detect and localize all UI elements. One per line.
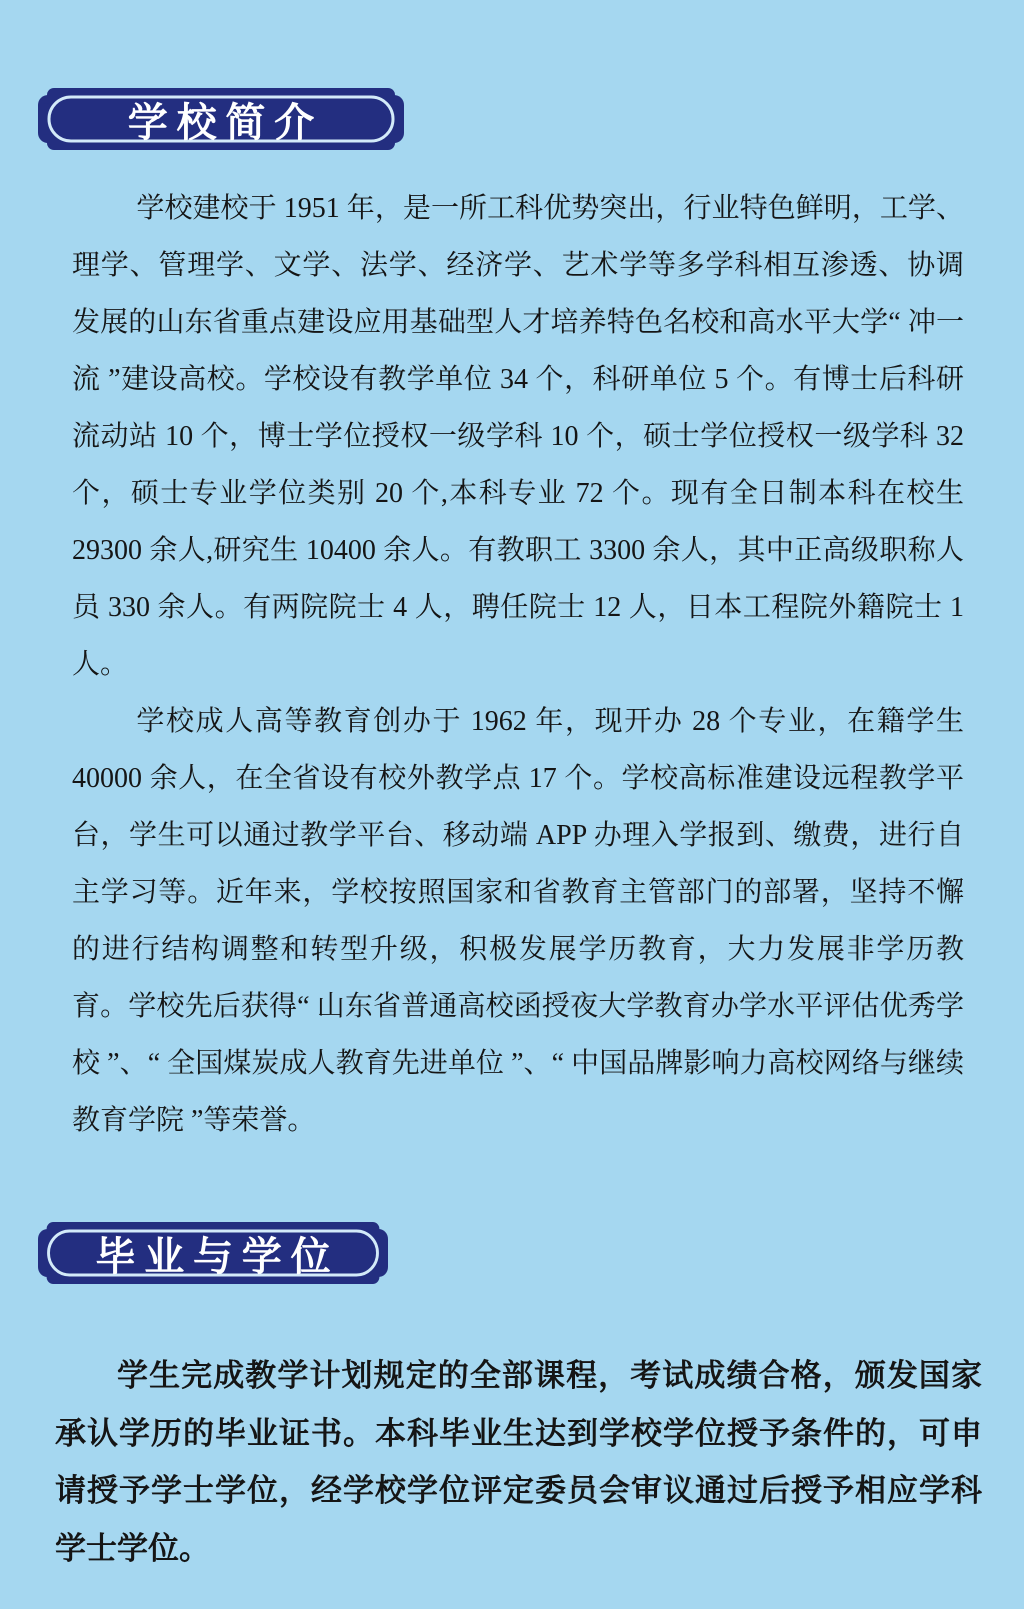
section-title-school-intro: 学校简介 <box>127 100 323 145</box>
school-intro-paragraph-1: 学校建校于 1951 年，是一所工科优势突出，行业特色鲜明，工学、理学、管理学、文学、法学、经济学、艺术学等多学科相互渗透、协调发展的山东省重点建设应用基础型人才培养特色名校和高水平大学“ 冲一流 ”建设高校。学校设有教学单位 34 个，科研单位 5 个。有博士后科研流动站 10 个，博士学位授权一级学科 10 个，硕士学位授权一级学科 32 个，硕士专业学位类别 20 个,本科专业 72 个。现有全日制本科在校生 29300 余人,研究生 10400 余人。有教职工 3300 余人，其中正高级职称人员 330 余人。有两院院士 4 人，聘任院士 12 人，日本工程院外籍院士 1 人。 <box>72 193 964 680</box>
section-header-graduation-degree <box>38 1222 388 1284</box>
section-header-school-intro <box>38 88 404 150</box>
school-intro-body <box>72 180 964 1149</box>
graduation-degree-body <box>55 1347 982 1577</box>
graduation-degree-paragraph: 学生完成教学计划规定的全部课程，考试成绩合格，颁发国家承认学历的毕业证书。本科毕业生达到学校学位授予条件的，可申请授予学士学位，经学校学位评定委员会审议通过后授予相应学科学士学位。 <box>55 1358 982 1566</box>
school-intro-paragraph-2: 学校成人高等教育创办于 1962 年，现开办 28 个专业，在籍学生 40000 余人，在全省设有校外教学点 17 个。学校高标准建设远程教学平台，学生可以通过教学平台、移动端 APP 办理入学报到、缴费，进行自主学习等。近年来，学校按照国家和省教育主管部门的部署，坚持不懈的进行结构调整和转型升级，积极发展学历教育，大力发展非学历教育。学校先后获得“ 山东省普通高校函授夜大学教育办学水平评估优秀学校 ”、“ 全国煤炭成人教育先进单位 ”、“ 中国品牌影响力高校网络与继续教育学院 ”等荣誉。 <box>72 706 964 1136</box>
section-title-graduation-degree: 毕业与学位 <box>95 1234 340 1279</box>
